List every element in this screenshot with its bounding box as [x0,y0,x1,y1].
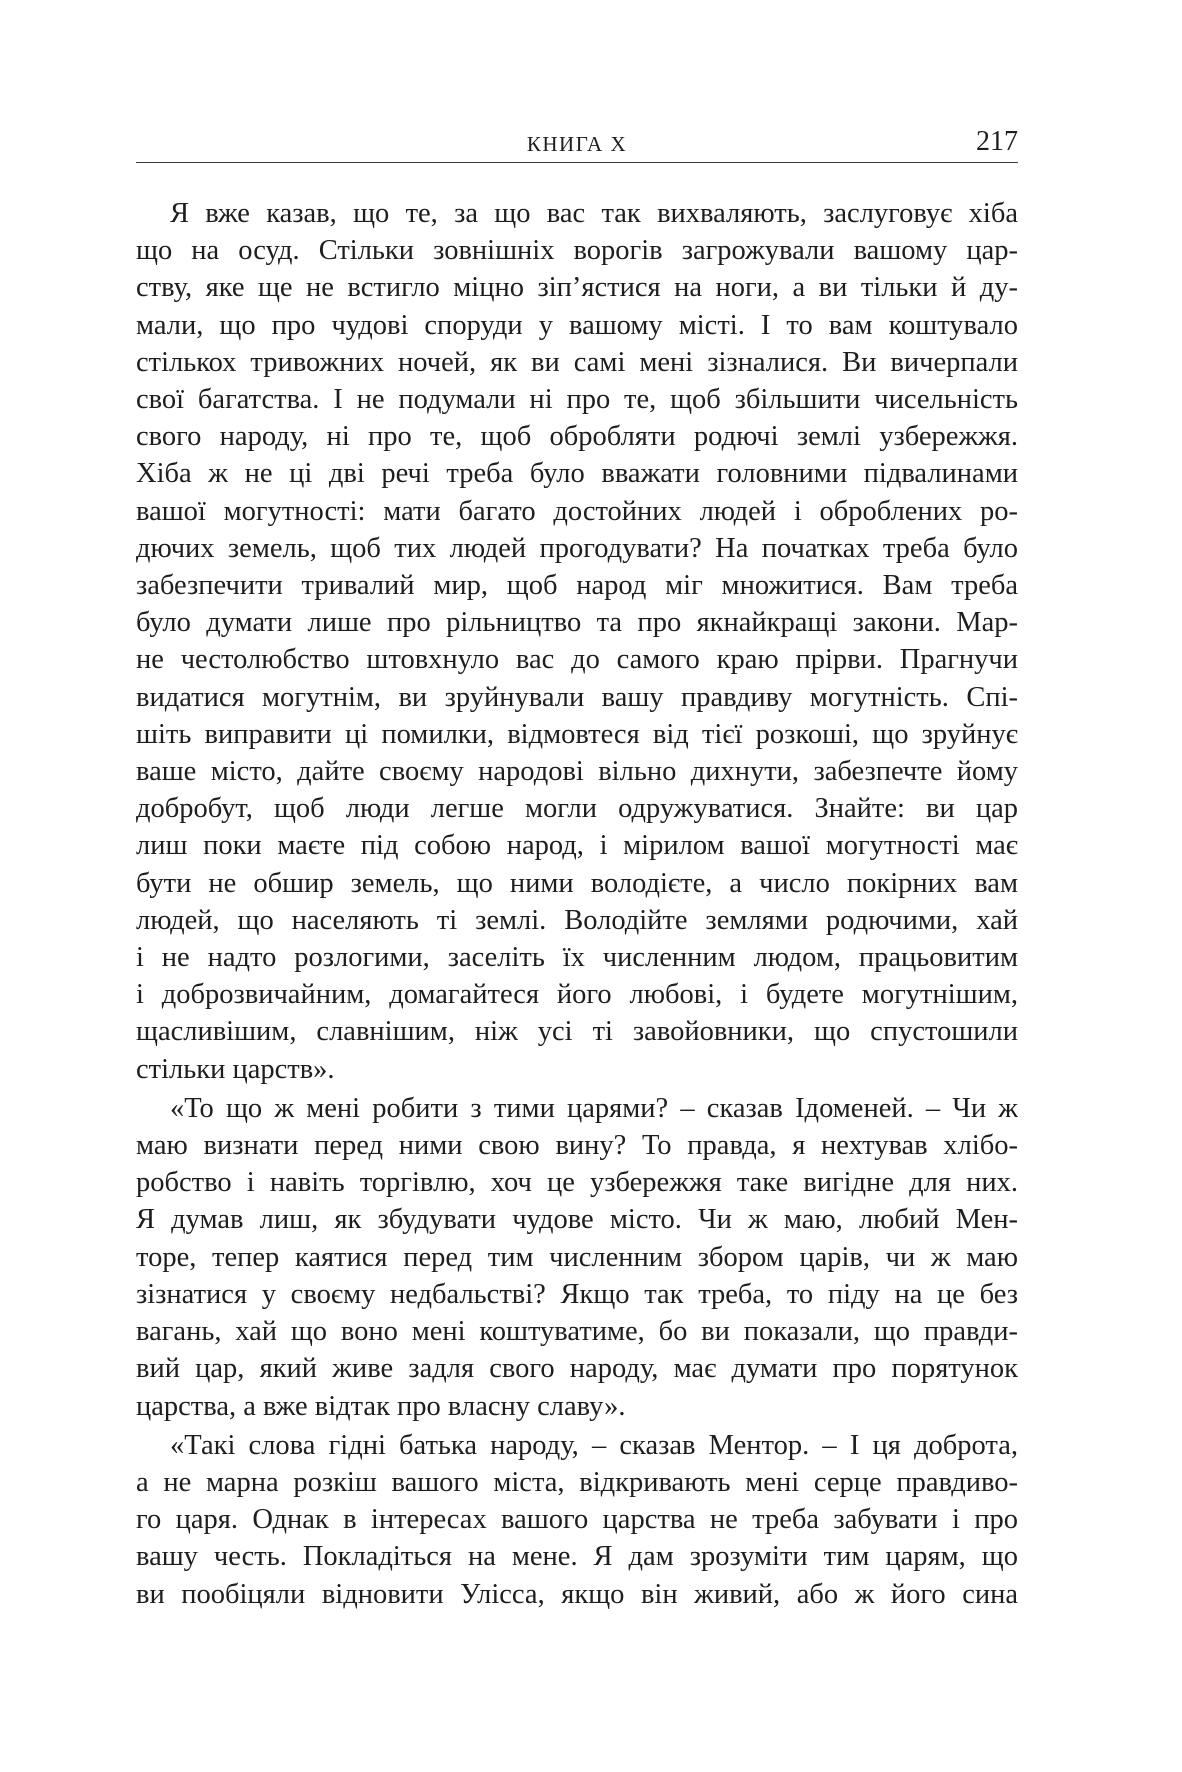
text-line: робство і навіть торгівлю, хоч це узбережжя таке вигідне для них. [136,1167,1018,1199]
chapter-title: КНИГА X [526,132,628,156]
text-line: що на осуд. Стільки зовнішніх ворогів загрожували вашому цар- [136,235,1018,267]
running-head [136,126,1018,163]
text-line: «Такі слова гідні батька народу, – сказав Ментор. – І ця доброта, [170,1429,1018,1461]
page-number: 217 [976,126,1018,157]
text-line: не честолюбство штовхнуло вас до самого краю прірви. Прагнучи [136,644,1018,676]
text-line: а не марна розкіш вашого міста, відкривають мені серце правдиво- [136,1466,1018,1498]
text-line: і не надто розлогими, заселіть їх численним людом, працьовитим [136,942,1018,974]
text-line: царства, а вже відтак про власну славу». [136,1390,626,1422]
text-line: стількох тривожних ночей, як ви самі мені зізналися. Ви вичерпали [136,346,1018,378]
text-line: вагань, хай що воно мені коштуватиме, бо ви показали, що правди- [136,1316,1018,1348]
text-line: дючих земель, щоб тих людей прогодувати? На початках треба було [136,532,1018,564]
text-line: зізнатися у своєму недбальстві? Якщо так треба, то піду на це без [136,1278,1018,1310]
text-line: бути не обшир земель, що ними володієте, а число покірних вам [136,867,1018,899]
text-line: свого народу, ні про те, щоб обробляти родючі землі узбережжя. [136,421,1018,453]
text-line: шіть виправити ці помилки, відмовтеся від тієї розкоші, що зруйнує [136,718,1018,750]
text-line: Хіба ж не ці дві речі треба було вважати головними підвалинами [136,458,1018,490]
text-line: було думати лише про рільництво та про якнайкращі закони. Мар- [136,607,1018,639]
book-page [136,126,1018,1613]
text-line: свої багатства. І не подумали ні про те, щоб збільшити чисельність [136,384,1018,416]
text-line: вий цар, який живе задля свого народу, має думати про порятунок [136,1353,1018,1385]
body-text [136,195,1018,1613]
text-line: ви пообіцяли відновити Улісса, якщо він живий, або ж його сина [136,1578,1018,1610]
text-line: людей, що населяють ті землі. Володійте землями родючими, хай [136,904,1018,936]
text-line: торе, тепер каятися перед тим численним збором царів, чи ж маю [136,1241,1018,1273]
text-line: Я вже казав, що те, за що вас так вихваляють, заслуговує хіба [170,198,1018,229]
text-line: і доброзвичайним, домагайтеся його любові, і будете могутнішим, [136,979,1018,1011]
text-line: Я думав лиш, як збудувати чудове місто. Чи ж маю, любий Мен- [136,1204,1018,1236]
text-line: ству, яке ще не встигло міцно зіп’ястися на ноги, а ви тільки й ду- [136,272,1018,304]
text-line: вашу честь. Покладіться на мене. Я дам зрозуміти тим царям, що [136,1541,1018,1573]
text-line: го царя. Однак в інтересах вашого царства не треба забувати і про [136,1504,1018,1536]
text-line: мали, що про чудові споруди у вашому місті. І то вам коштувало [136,309,1018,341]
text-line: вашої могутності: мати багато достойних людей і оброблених ро- [136,495,1018,527]
text-line: видатися могутнім, ви зруйнували вашу правдиву могутність. Спі- [136,681,1018,713]
text-line: забезпечити тривалий мир, щоб народ міг множитися. Вам треба [136,570,1018,602]
paragraph-2 [136,1090,1018,1425]
text-line: щасливішим, славнішим, ніж усі ті завойовники, що спустошили [136,1016,1018,1048]
paragraph-1 [136,195,1018,1088]
text-line: стільки царств». [136,1053,335,1085]
text-line: маю визнати перед ними свою вину? То правда, я нехтував хлібо- [136,1130,1018,1162]
text-line: добробут, щоб люди легше могли одружуватися. Знайте: ви цар [136,793,1018,825]
text-line: ваше місто, дайте своєму народові вільно дихнути, забезпечте йому [136,756,1018,788]
text-line: лиш поки маєте під собою народ, і мірилом вашої могутності має [136,830,1018,862]
text-line: «То що ж мені робити з тими царями? – сказав Ідоменей. – Чи ж [170,1092,1018,1124]
paragraph-3 [136,1427,1018,1613]
